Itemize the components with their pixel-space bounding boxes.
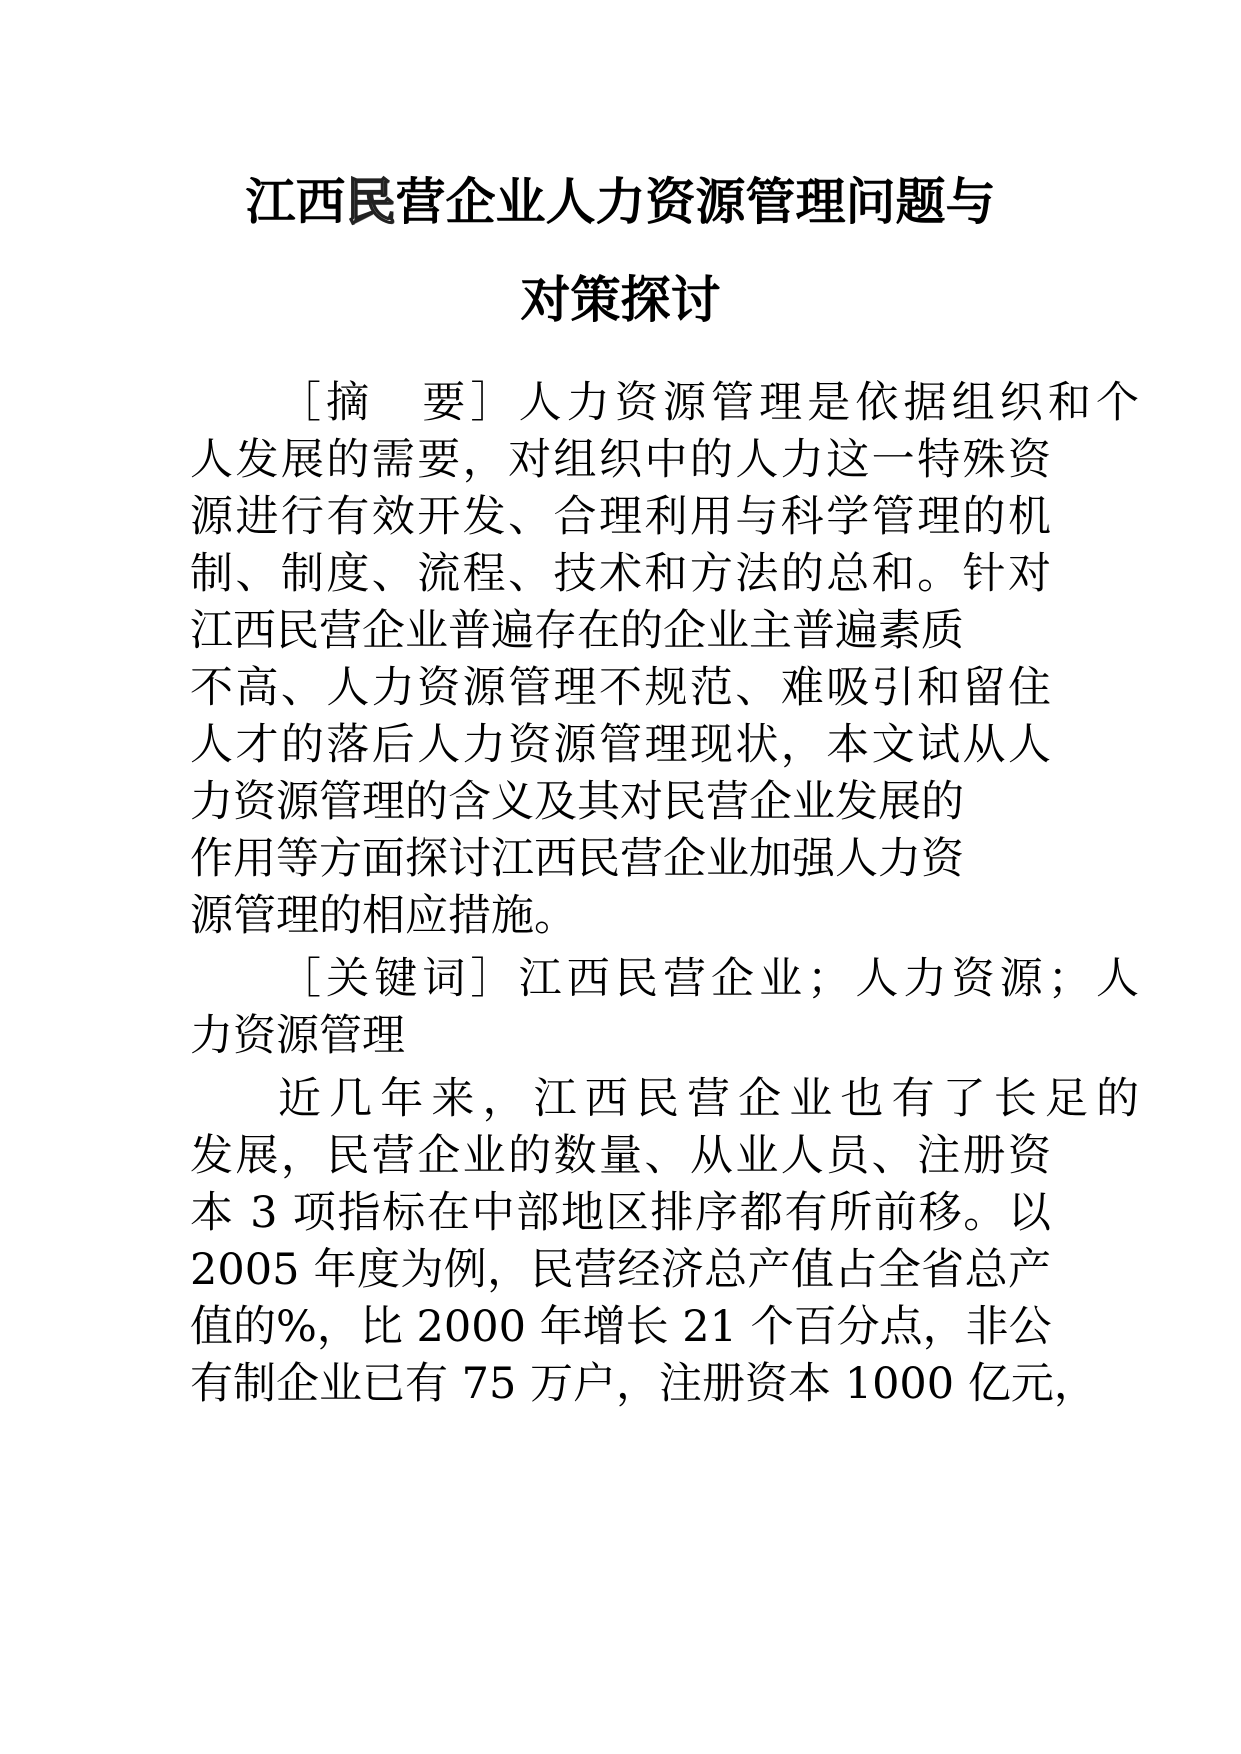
title-text-end: 营企业人力资源管理问题与 <box>395 173 996 231</box>
abstract-line: 力资源管理的含义及其对民营企业发展的 <box>190 777 964 827</box>
abstract-line: 人发展的需要，对组织中的人力这一特殊资 <box>190 435 1051 485</box>
title-outlined-character: 民 <box>345 173 396 231</box>
body-line: 有制企业已有 75 万户，注册资本 1000 亿元， <box>190 1359 1097 1409</box>
abstract-line: 制、制度、流程、技术和方法的总和。针对 <box>190 549 1051 599</box>
body-line: 2005 年度为例，民营经济总产值占全省总产 <box>190 1245 1051 1295</box>
abstract-line: 人才的落后人力资源管理现状，本文试从人 <box>190 720 1051 770</box>
document-title-line-1 <box>180 172 1061 232</box>
body-line: 发展，民营企业的数量、从业人员、注册资 <box>190 1131 1051 1181</box>
body-line: 本 3 项指标在中部地区排序都有所前移。以 <box>190 1188 1051 1238</box>
keywords-line: 力资源管理 <box>190 1011 405 1061</box>
abstract-line: 源进行有效开发、合理利用与科学管理的机 <box>190 492 1051 542</box>
keywords-line: ［关键词］江西民营企业；人力资源；人 <box>278 954 1139 1004</box>
body-line: 近几年来，江西民营企业也有了长足的 <box>278 1074 1139 1124</box>
abstract-line: 源管理的相应措施。 <box>190 891 577 941</box>
abstract-line: ［摘 要］人力资源管理是依据组织和个 <box>278 378 1139 428</box>
abstract-line: 不高、人力资源管理不规范、难吸引和留住 <box>190 663 1051 713</box>
body-line: 值的%，比 2000 年增长 21 个百分点，非公 <box>190 1302 1052 1352</box>
title-text-start: 江西 <box>245 173 346 231</box>
document-title-line-2: 对策探讨 <box>520 271 721 329</box>
abstract-line: 作用等方面探讨江西民营企业加强人力资 <box>190 834 964 884</box>
abstract-line: 江西民营企业普遍存在的企业主普遍素质 <box>190 606 964 656</box>
